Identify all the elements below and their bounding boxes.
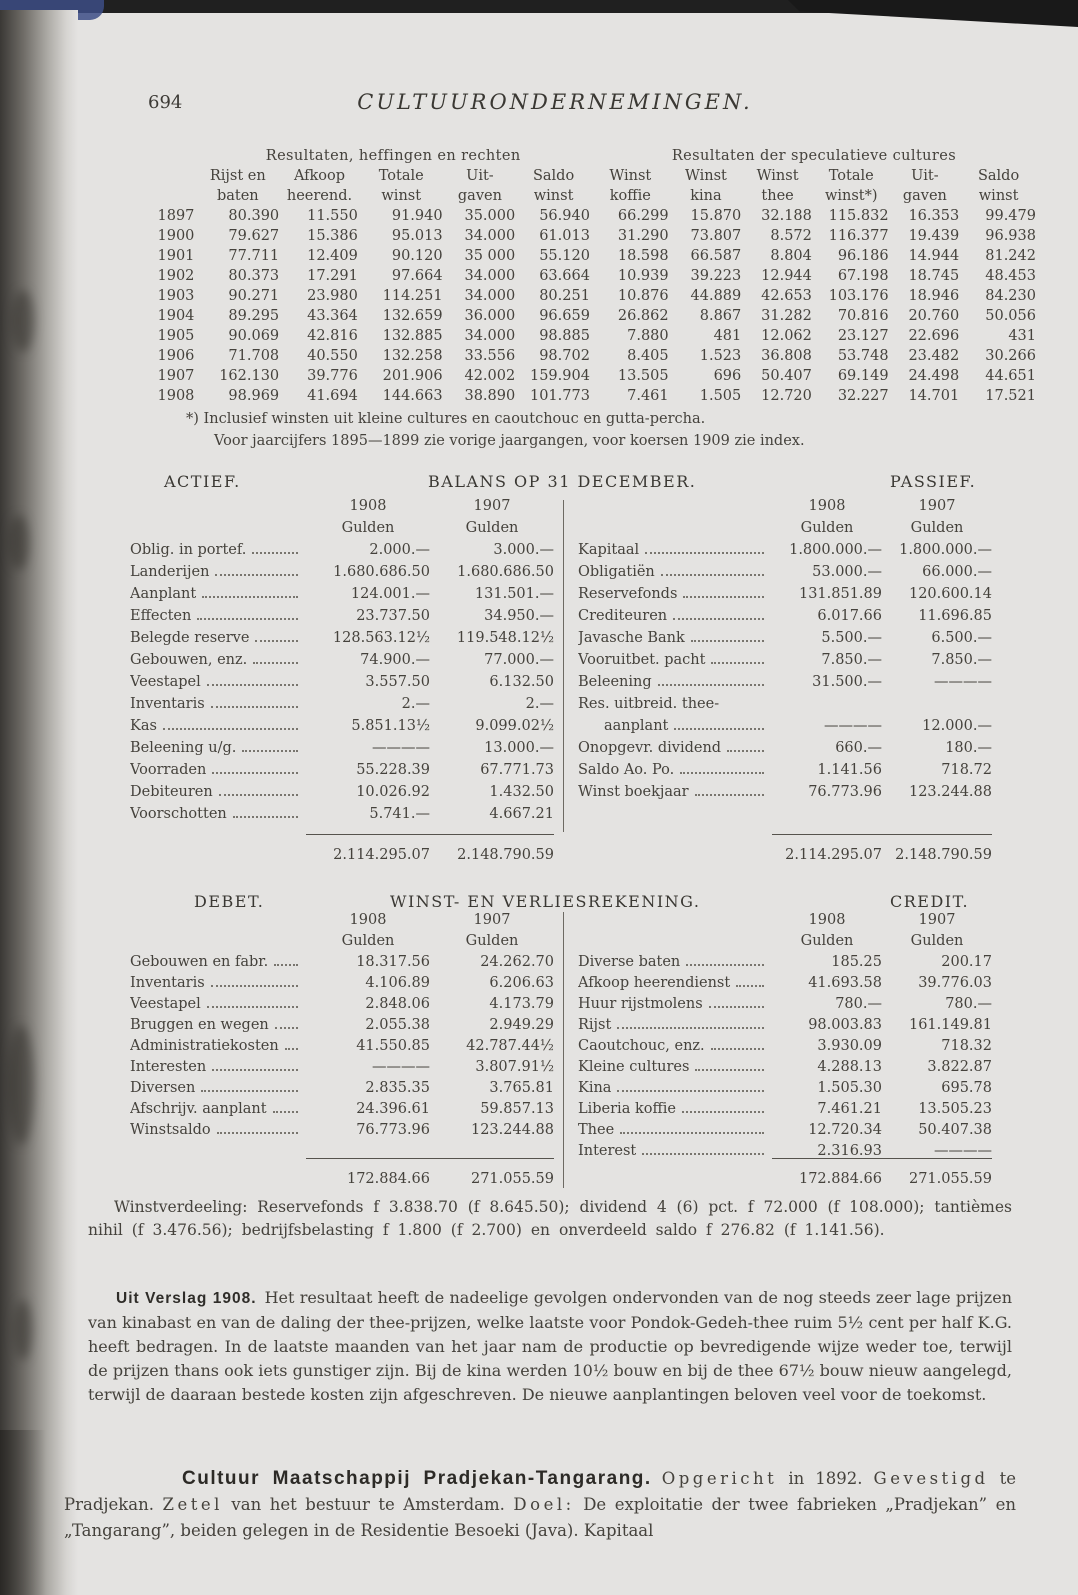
verslag-paragraph <box>88 1286 1012 1407</box>
statement-year-header: 1908 1907 <box>349 498 511 514</box>
results-footnote-1: *) Inclusief winsten uit kleine cultures en caoutchouc en gutta-percha. <box>186 411 706 427</box>
pradjekan-heading: Cultuur Maatschappij Pradjekan-Tangarang. <box>182 1468 652 1489</box>
results-group-header-row <box>150 146 1038 166</box>
list-item: Saldo Ao. Po. 1.141.56 718.72 <box>578 762 992 778</box>
statement-unit-header: Gulden Gulden <box>341 933 519 949</box>
list-item: Landerijen 1.680.686.50 1.680.686.50 <box>130 564 554 580</box>
table-row: 1907 162.130 39.776 201.906 42.002 159.904 13.505 696 50.407 69.149 24.498 44.651 <box>157 368 1036 384</box>
list-item: Gebouwen, enz. 74.900.— 77.000.— <box>130 652 554 668</box>
results-footnote-2: Voor jaarcijfers 1895—1899 zie vorige jaargangen, voor koersen 1909 zie index. <box>214 433 805 449</box>
list-item: Vooruitbet. pacht 7.850.— 7.850.— <box>578 652 992 668</box>
list-item: Administratiekosten 41.550.85 42.787.44½ <box>130 1038 554 1054</box>
list-item: Afkoop heerendienst 41.693.58 39.776.03 <box>578 975 992 991</box>
list-item: Belegde reserve 128.563.12½ 119.548.12½ <box>130 630 554 646</box>
balans-actief-heading: ACTIEF. <box>164 472 241 491</box>
statement-year-header: 1908 1907 <box>808 498 956 514</box>
list-item: Aanplant 124.001.— 131.501.— <box>130 586 554 602</box>
statement-total-row: 172.884.66 271.055.59 <box>578 1158 992 1187</box>
list-item: Veestapel 3.557.50 6.132.50 <box>130 674 554 690</box>
verslag-lead: Uit Verslag 1908. <box>116 1290 257 1307</box>
list-item: Kina 1.505.30 695.78 <box>578 1080 992 1096</box>
results-group-header: Resultaten der speculatieve cultures <box>671 148 957 164</box>
wv-title: WINST- EN VERLIESREKENING. <box>390 892 701 911</box>
table-row: 1902 80.373 17.291 97.664 34.000 63.664 10.939 39.223 12.944 67.198 18.745 48.453 <box>157 268 1036 284</box>
scan-smudge <box>8 1025 34 1145</box>
table-row: 1906 71.708 40.550 132.258 33.556 98.702 8.405 1.523 36.808 53.748 23.482 30.266 <box>157 348 1036 364</box>
results-table <box>150 146 1038 406</box>
list-item: Bruggen en wegen 2.055.38 2.949.29 <box>130 1017 554 1033</box>
list-item: Inventaris 2.— 2.— <box>130 696 554 712</box>
list-item: Crediteuren 6.017.66 11.696.85 <box>578 608 992 624</box>
list-item: Winstsaldo 76.773.96 123.244.88 <box>130 1122 554 1138</box>
list-item: Veestapel 2.848.06 4.173.79 <box>130 996 554 1012</box>
list-item: Javasche Bank 5.500.— 6.500.— <box>578 630 992 646</box>
page-number: 694 <box>148 92 183 113</box>
list-item: Diverse baten 185.25 200.17 <box>578 954 992 970</box>
winstverdeeling-paragraph: Winstverdeeling: Reservefonds f 3.838.70 (f 8.645.50); dividend 4 (6) pct. f 72.000 (f 108.000); tantièmes nihil (f 3.476.56); bedrijfsbelasting f 1.800 (f 2.700) en onverdeeld saldo f 276.82 (f 1.141.56). <box>88 1198 1012 1239</box>
list-item: Winst boekjaar 76.773.96 123.244.88 <box>578 784 992 800</box>
list-item: Voorraden 55.228.39 67.771.73 <box>130 762 554 778</box>
list-item: Rijst 98.003.83 161.149.81 <box>578 1017 992 1033</box>
list-item: Obligatiën 53.000.— 66.000.— <box>578 564 992 580</box>
scan-smudge <box>9 515 29 570</box>
list-item: Onopgevr. dividend 660.— 180.— <box>578 740 992 756</box>
statement-year-header: 1908 1907 <box>349 912 511 928</box>
scan-bottom-left-shadow <box>0 1430 46 1595</box>
list-item: Kapitaal 1.800.000.— 1.800.000.— <box>578 542 992 558</box>
list-item: Inventaris 4.106.89 6.206.63 <box>130 975 554 991</box>
list-item: Reservefonds 131.851.89 120.600.14 <box>578 586 992 602</box>
list-item: Gebouwen en fabr. 18.317.56 24.262.70 <box>130 954 554 970</box>
statement-unit-header: Gulden Gulden <box>800 933 964 949</box>
pradjekan-paragraph-body: Opgericht in 1892. Gevestigd te Pradjekan. Zetel van het bestuur te Amsterdam. Doel: De exploitatie der twee fabrieken „Pradjekan” en „Tangarang”, beiden gelegen in de Residentie Besoeki (Java). Kapitaal <box>64 1469 1017 1540</box>
list-item: Res. uitbreid. thee- <box>578 696 720 712</box>
pradjekan-paragraph <box>64 1466 1016 1544</box>
wv-credit-heading: CREDIT. <box>890 892 970 911</box>
table-row: 1908 98.969 41.694 144.663 38.890 101.773 7.461 1.505 12.720 32.227 14.701 17.521 <box>157 388 1036 404</box>
table-row: 1897 80.390 11.550 91.940 35.000 56.940 66.299 15.870 32.188 115.832 16.353 99.479 <box>157 208 1036 224</box>
list-item: Kas 5.851.13½ 9.099.02½ <box>130 718 554 734</box>
list-item: Diversen 2.835.35 3.765.81 <box>130 1080 554 1096</box>
column-divider <box>563 500 564 832</box>
balans-actief-items <box>130 498 554 828</box>
results-column-header-row: baten heerend. winst gaven winst koffie kina thee winst*) gaven winst <box>216 188 1019 204</box>
table-row: 1904 89.295 43.364 132.659 36.000 96.659 26.862 8.867 31.282 70.816 20.760 50.056 <box>157 308 1036 324</box>
statement-unit-header: Gulden Gulden <box>800 520 964 536</box>
column-divider <box>563 912 564 1188</box>
list-item: Huur rijstmolens 780.— 780.— <box>578 996 992 1012</box>
balans-passief-total <box>578 834 992 863</box>
wv-credit-items <box>578 912 992 1164</box>
list-item: Effecten 23.737.50 34.950.— <box>130 608 554 624</box>
balans-passief-heading: PASSIEF. <box>890 472 977 491</box>
balans-title: BALANS OP 31 DECEMBER. <box>428 472 697 491</box>
table-row: 1903 90.271 23.980 114.251 34.000 80.251 10.876 44.889 42.653 103.176 18.946 84.230 <box>157 288 1036 304</box>
wv-debet-items <box>130 912 554 1143</box>
list-item: Interesten ———— 3.807.91½ <box>130 1059 554 1075</box>
statement-unit-header: Gulden Gulden <box>341 520 519 536</box>
table-row: 1901 77.711 12.409 90.120 35 000 55.120 18.598 66.587 8.804 96.186 14.944 81.242 <box>157 248 1036 264</box>
list-item: Beleening u/g. ———— 13.000.— <box>130 740 554 756</box>
list-item: Caoutchouc, enz. 3.930.09 718.32 <box>578 1038 992 1054</box>
page-title: CULTUURONDERNEMINGEN. <box>357 90 753 114</box>
statement-total-row: 2.114.295.07 2.148.790.59 <box>130 834 554 863</box>
statement-total-row: 2.114.295.07 2.148.790.59 <box>578 834 992 863</box>
results-group-header: Resultaten, heffingen en rechten <box>265 148 521 164</box>
scan-smudge <box>12 290 34 352</box>
list-item: Thee 12.720.34 50.407.38 <box>578 1122 992 1138</box>
table-row: 1905 90.069 42.816 132.885 34.000 98.885 7.880 481 12.062 23.127 22.696 431 <box>157 328 1036 344</box>
table-row: 1900 79.627 15.386 95.013 34.000 61.013 31.290 73.807 8.572 116.377 19.439 96.938 <box>157 228 1036 244</box>
wv-debet-heading: DEBET. <box>194 892 265 911</box>
list-item: Kleine cultures 4.288.13 3.822.87 <box>578 1059 992 1075</box>
verslag-body: Het resultaat heeft de nadeelige gevolgen ondervonden van de nog steeds zeer lage prijzen van kinabast en van de daling der thee-prijzen, welke laatste voor Pondok-Gedeh-thee ruim 5½ cent per half K.G. heeft bedragen. In de laatste maanden van het jaar nam de productie op bevredigende wijze weder toe, terwijl de prijzen thans ook iets gunstiger zijn. Bij de kina werden 10½ bouw en bij de thee 67½ bouw nieuw aangelegd, terwijl de daaraan bestede kosten zijn afgeschreven. De nieuwe aanplantingen beloven veel voor de toekomst. <box>88 1288 1013 1404</box>
list-item: Oblig. in portef. 2.000.— 3.000.— <box>130 542 554 558</box>
statement-total-row: 172.884.66 271.055.59 <box>130 1158 554 1187</box>
scan-top-right-shadow <box>788 0 1078 27</box>
list-item: aanplant ———— 12.000.— <box>604 718 992 734</box>
list-item: Liberia koffie 7.461.21 13.505.23 <box>578 1101 992 1117</box>
balans-actief-total <box>130 834 554 863</box>
statement-year-header: 1908 1907 <box>808 912 956 928</box>
wv-debet-total <box>130 1158 554 1187</box>
scan-smudge <box>14 1300 32 1360</box>
balans-passief-items <box>578 498 992 806</box>
list-item: Afschrijv. aanplant 24.396.61 59.857.13 <box>130 1101 554 1117</box>
results-column-header-row: Rijst en Afkoop Totale Uit- Saldo Winst Winst Winst Totale Uit- Saldo <box>209 168 1020 184</box>
list-item: Voorschotten 5.741.— 4.667.21 <box>130 806 554 822</box>
wv-credit-total <box>578 1158 992 1187</box>
list-item: Interest 2.316.93 ———— <box>578 1143 992 1159</box>
list-item: Debiteuren 10.026.92 1.432.50 <box>130 784 554 800</box>
scan-binding-shadow <box>0 10 78 1595</box>
list-item: Beleening 31.500.— ———— <box>578 674 992 690</box>
